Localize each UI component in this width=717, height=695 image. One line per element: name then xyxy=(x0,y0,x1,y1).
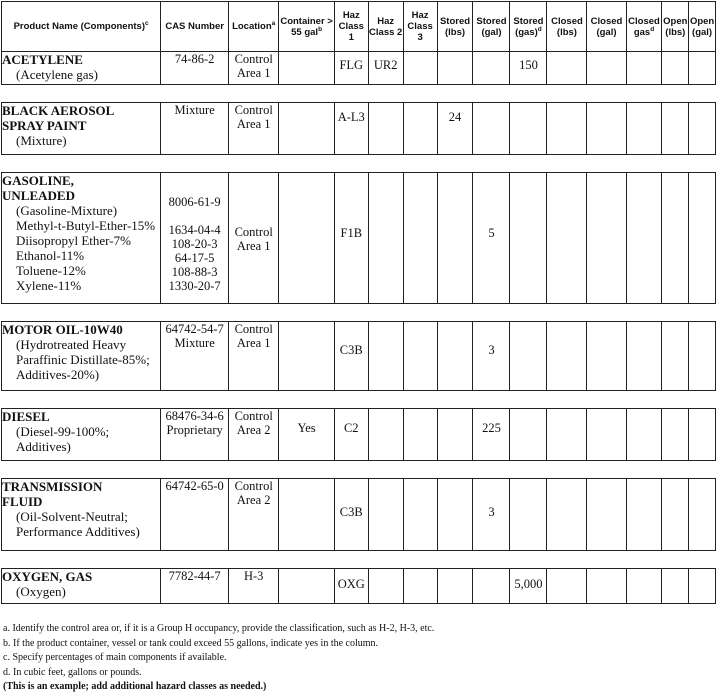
header-row xyxy=(2,2,716,52)
product-cell xyxy=(2,173,161,304)
component-line: Additives-20%) xyxy=(16,367,100,382)
location-line: Area 1 xyxy=(236,239,271,253)
header-container: Container > 55 gal$^b$ xyxy=(279,2,334,52)
stored-gal-cell xyxy=(473,52,510,85)
spacer-cell xyxy=(229,155,279,173)
component-line: Performance Additives) xyxy=(16,524,140,539)
product-name xyxy=(2,173,160,203)
spacer-cell xyxy=(161,304,229,322)
spacer-cell xyxy=(473,304,510,322)
header-location: Location$^a$ xyxy=(229,2,279,52)
spacer-cell xyxy=(662,155,689,173)
spacer-cell xyxy=(229,461,279,479)
stored-lbs-cell xyxy=(437,322,473,391)
component-line: Methyl-t-Butyl-Ether-15% xyxy=(16,218,156,233)
header-haz3: Haz Class 3 xyxy=(403,2,437,52)
spacer-cell xyxy=(279,551,334,569)
stored-gal-cell: 5 xyxy=(473,173,510,304)
product-name-line: FLUID xyxy=(2,494,43,509)
container-cell xyxy=(279,479,334,551)
table-row xyxy=(2,569,716,604)
location-cell xyxy=(229,173,279,304)
product-name-line: MOTOR OIL-10W40 xyxy=(2,322,123,337)
spacer-cell xyxy=(510,391,547,409)
stored-lbs-cell xyxy=(437,479,473,551)
spacer-cell xyxy=(403,461,437,479)
location-cell xyxy=(229,52,279,85)
spacer-cell xyxy=(161,155,229,173)
stored-lbs-cell xyxy=(437,569,473,604)
closed-gal-cell xyxy=(587,409,626,461)
haz3-cell xyxy=(403,52,437,85)
stored-lbs-cell xyxy=(437,409,473,461)
product-components xyxy=(2,203,160,293)
spacer-cell xyxy=(2,551,161,569)
row-spacer xyxy=(2,85,716,103)
spacer-cell xyxy=(587,304,626,322)
spacer-cell xyxy=(662,304,689,322)
open-gal-cell xyxy=(689,322,716,391)
location-cell xyxy=(229,103,279,155)
product-components xyxy=(2,67,160,82)
spacer-cell xyxy=(587,155,626,173)
spacer-cell xyxy=(368,551,403,569)
row-spacer xyxy=(2,461,716,479)
spacer-cell xyxy=(437,391,473,409)
spacer-cell xyxy=(662,551,689,569)
spacer-cell xyxy=(662,461,689,479)
product-cell xyxy=(2,52,161,85)
spacer-cell xyxy=(229,85,279,103)
spacer-cell xyxy=(334,551,368,569)
spacer-cell xyxy=(689,304,716,322)
location-cell xyxy=(229,479,279,551)
product-components xyxy=(2,133,160,148)
spacer-cell xyxy=(473,85,510,103)
component-line: Paraffinic Distillate-85%; xyxy=(16,352,150,367)
spacer-cell xyxy=(334,304,368,322)
product-name-line: DIESEL xyxy=(2,409,50,424)
spacer-cell xyxy=(161,461,229,479)
cas-line: 108-20-3 xyxy=(171,237,218,251)
product-name-line: BLACK AEROSOL xyxy=(2,103,115,118)
container-cell xyxy=(279,173,334,304)
closed-lbs-cell xyxy=(547,52,587,85)
spacer-cell xyxy=(626,304,662,322)
header-stored-gas: Stored (gas)$^d$ xyxy=(510,2,547,52)
table-row xyxy=(2,409,716,461)
product-name-line: ACETYLENE xyxy=(2,52,83,67)
spacer-cell xyxy=(368,461,403,479)
stored-lbs-cell: 24 xyxy=(437,103,473,155)
product-name xyxy=(2,103,160,133)
cas-line: 1330-20-7 xyxy=(168,279,221,293)
spacer-cell xyxy=(368,304,403,322)
spacer-cell xyxy=(279,391,334,409)
location-line: Area 2 xyxy=(236,493,271,507)
spacer-cell xyxy=(229,391,279,409)
spacer-cell xyxy=(547,155,587,173)
container-cell xyxy=(279,322,334,391)
table-row xyxy=(2,52,716,85)
footnote-d: d. In cubic feet, gallons or pounds. xyxy=(3,666,142,678)
header-stored-lbs: Stored (lbs) xyxy=(437,2,473,52)
container-cell: Yes xyxy=(279,409,334,461)
open-gal-cell xyxy=(689,409,716,461)
spacer-cell xyxy=(279,461,334,479)
closed-gas-cell xyxy=(626,569,662,604)
spacer-cell xyxy=(547,304,587,322)
spacer-cell xyxy=(689,551,716,569)
spacer-cell xyxy=(510,304,547,322)
stored-gal-cell xyxy=(473,569,510,604)
table-row xyxy=(2,322,716,391)
spacer-cell xyxy=(626,155,662,173)
cas-line: 64-17-5 xyxy=(174,251,215,265)
spacer-cell xyxy=(437,304,473,322)
spacer-cell xyxy=(229,304,279,322)
cas-cell xyxy=(161,52,229,85)
cas-line: Proprietary xyxy=(166,423,223,437)
spacer-cell xyxy=(437,551,473,569)
stored-gas-cell xyxy=(510,173,547,304)
spacer-cell xyxy=(547,551,587,569)
spacer-cell xyxy=(334,85,368,103)
location-line: Control xyxy=(234,52,273,66)
stored-gal-cell: 3 xyxy=(473,479,510,551)
spacer-cell xyxy=(473,461,510,479)
component-line: (Oxygen) xyxy=(16,584,66,599)
closed-lbs-cell xyxy=(547,409,587,461)
header-closed-lbs: Closed (lbs) xyxy=(547,2,587,52)
cas-cell xyxy=(161,569,229,604)
haz3-cell xyxy=(403,409,437,461)
haz1-cell: C2 xyxy=(334,409,368,461)
spacer-cell xyxy=(368,85,403,103)
container-cell xyxy=(279,103,334,155)
spacer-cell xyxy=(547,461,587,479)
header-closed-gal: Closed (gal) xyxy=(587,2,626,52)
header-product: Product Name (Components)$^c$ xyxy=(2,2,161,52)
haz2-cell xyxy=(368,173,403,304)
open-lbs-cell xyxy=(662,479,689,551)
product-name xyxy=(2,409,160,424)
location-cell xyxy=(229,409,279,461)
spacer-cell xyxy=(437,85,473,103)
open-gal-cell xyxy=(689,569,716,604)
spacer-cell xyxy=(547,85,587,103)
open-lbs-cell xyxy=(662,103,689,155)
product-components xyxy=(2,509,160,539)
open-lbs-cell xyxy=(662,569,689,604)
haz3-cell xyxy=(403,103,437,155)
haz1-cell: A-L3 xyxy=(334,103,368,155)
spacer-cell xyxy=(510,85,547,103)
haz2-cell xyxy=(368,479,403,551)
component-line: Ethanol-11% xyxy=(16,248,85,263)
closed-gal-cell xyxy=(587,569,626,604)
haz1-cell: F1B xyxy=(334,173,368,304)
spacer-cell xyxy=(437,155,473,173)
row-spacer xyxy=(2,391,716,409)
cas-cell xyxy=(161,173,229,304)
spacer-cell xyxy=(587,461,626,479)
row-spacer xyxy=(2,304,716,322)
spacer-cell xyxy=(662,85,689,103)
cas-cell xyxy=(161,479,229,551)
location-line: Area 1 xyxy=(236,66,271,80)
component-line: (Diesel-99-100%; xyxy=(16,424,110,439)
cas-line: 74-86-2 xyxy=(174,52,215,66)
cas-line: Mixture xyxy=(174,103,215,117)
stored-gas-cell: 150 xyxy=(510,52,547,85)
cas-cell xyxy=(161,322,229,391)
location-line: Area 2 xyxy=(236,423,271,437)
haz3-cell xyxy=(403,173,437,304)
header-haz1: Haz Class 1 xyxy=(334,2,368,52)
spacer-cell xyxy=(587,85,626,103)
product-name xyxy=(2,322,160,337)
cas-line: 68476-34-6 xyxy=(165,409,224,423)
spacer-cell xyxy=(689,85,716,103)
closed-gal-cell xyxy=(587,322,626,391)
closed-lbs-cell xyxy=(547,569,587,604)
spacer-cell xyxy=(587,391,626,409)
closed-gal-cell xyxy=(587,479,626,551)
container-cell xyxy=(279,569,334,604)
spacer-cell xyxy=(229,551,279,569)
spacer-cell xyxy=(547,391,587,409)
stored-lbs-cell xyxy=(437,52,473,85)
product-cell xyxy=(2,103,161,155)
spacer-cell xyxy=(473,551,510,569)
haz2-cell xyxy=(368,103,403,155)
haz3-cell xyxy=(403,479,437,551)
cas-line: Mixture xyxy=(174,336,215,350)
spacer-cell xyxy=(403,551,437,569)
component-line: (Mixture) xyxy=(16,133,67,148)
location-cell xyxy=(229,322,279,391)
spacer-cell xyxy=(689,155,716,173)
open-lbs-cell xyxy=(662,409,689,461)
spacer-cell xyxy=(626,391,662,409)
location-line: Area 1 xyxy=(236,336,271,350)
cas-cell xyxy=(161,409,229,461)
location-line: Control xyxy=(234,322,273,336)
spacer-cell xyxy=(510,461,547,479)
product-name-line: OXYGEN, GAS xyxy=(2,569,93,584)
stored-gas-cell xyxy=(510,479,547,551)
spacer-cell xyxy=(626,85,662,103)
component-line: (Acetylene gas) xyxy=(16,67,98,82)
haz3-cell xyxy=(403,322,437,391)
closed-lbs-cell xyxy=(547,322,587,391)
haz2-cell xyxy=(368,322,403,391)
product-name xyxy=(2,479,160,509)
cas-line: 64742-65-0 xyxy=(165,479,224,493)
product-components xyxy=(2,424,160,454)
product-cell xyxy=(2,479,161,551)
closed-gal-cell xyxy=(587,52,626,85)
stored-gal-cell xyxy=(473,103,510,155)
closed-gas-cell xyxy=(626,479,662,551)
spacer-cell xyxy=(2,391,161,409)
open-gal-cell xyxy=(689,52,716,85)
spacer-cell xyxy=(662,391,689,409)
spacer-cell xyxy=(2,461,161,479)
stored-gal-cell: 225 xyxy=(473,409,510,461)
table-row xyxy=(2,103,716,155)
row-spacer xyxy=(2,551,716,569)
footnotes xyxy=(3,622,434,695)
open-gal-cell xyxy=(689,479,716,551)
open-lbs-cell xyxy=(662,52,689,85)
spacer-cell xyxy=(2,304,161,322)
product-name-line: TRANSMISSION xyxy=(2,479,103,494)
product-name xyxy=(2,52,160,67)
table-row xyxy=(2,173,716,304)
haz1-cell: C3B xyxy=(334,479,368,551)
cas-line: 8006-61-9 xyxy=(168,195,221,209)
header-open-lbs: Open (lbs) xyxy=(662,2,689,52)
haz1-cell: OXG xyxy=(334,569,368,604)
spacer-cell xyxy=(689,391,716,409)
header-haz2: Haz Class 2 xyxy=(368,2,403,52)
closed-gal-cell xyxy=(587,103,626,155)
header-cas: CAS Number xyxy=(161,2,229,52)
spacer-cell xyxy=(279,85,334,103)
footnote-c: c. Specify percentages of main components if available. xyxy=(3,652,227,663)
cas-line: 64742-54-7 xyxy=(165,322,224,336)
location-line: H-3 xyxy=(243,569,264,583)
spacer-cell xyxy=(161,551,229,569)
closed-gas-cell xyxy=(626,322,662,391)
closed-gas-cell xyxy=(626,52,662,85)
cas-cell xyxy=(161,103,229,155)
row-spacer xyxy=(2,155,716,173)
component-line: Additives) xyxy=(16,439,71,454)
haz2-cell xyxy=(368,409,403,461)
component-line: Diisopropyl Ether-7% xyxy=(16,233,131,248)
closed-gas-cell xyxy=(626,409,662,461)
product-cell xyxy=(2,409,161,461)
spacer-cell xyxy=(2,85,161,103)
location-line: Control xyxy=(234,479,273,493)
product-cell xyxy=(2,569,161,604)
spacer-cell xyxy=(587,551,626,569)
component-line: (Hydrotreated Heavy xyxy=(16,337,127,352)
location-line: Control xyxy=(234,103,273,117)
spacer-cell xyxy=(403,155,437,173)
spacer-cell xyxy=(279,304,334,322)
open-gal-cell xyxy=(689,173,716,304)
haz1-cell: FLG xyxy=(334,52,368,85)
closed-gas-cell xyxy=(626,173,662,304)
spacer-cell xyxy=(334,391,368,409)
product-name-line: GASOLINE, xyxy=(2,173,74,188)
spacer-cell xyxy=(689,461,716,479)
header-open-gal: Open (gal) xyxy=(689,2,716,52)
stored-gas-cell xyxy=(510,103,547,155)
spacer-cell xyxy=(403,85,437,103)
spacer-cell xyxy=(2,155,161,173)
spacer-cell xyxy=(626,461,662,479)
haz1-cell: C3B xyxy=(334,322,368,391)
example-note: (This is an example; add additional hazard classes as needed.) xyxy=(3,681,267,692)
haz2-cell: UR2 xyxy=(368,52,403,85)
container-cell xyxy=(279,52,334,85)
product-name xyxy=(2,569,160,584)
cas-line xyxy=(161,209,228,223)
component-line: Xylene-11% xyxy=(16,278,82,293)
closed-lbs-cell xyxy=(547,103,587,155)
header-stored-gal: Stored (gal) xyxy=(473,2,510,52)
spacer-cell xyxy=(510,155,547,173)
closed-lbs-cell xyxy=(547,479,587,551)
haz2-cell xyxy=(368,569,403,604)
component-line: (Oil-Solvent-Neutral; xyxy=(16,509,128,524)
open-gal-cell xyxy=(689,103,716,155)
spacer-cell xyxy=(437,461,473,479)
spacer-cell xyxy=(403,391,437,409)
product-cell xyxy=(2,322,161,391)
component-line: Toluene-12% xyxy=(16,263,86,278)
spacer-cell xyxy=(473,155,510,173)
stored-gas-cell: 5,000 xyxy=(510,569,547,604)
closed-lbs-cell xyxy=(547,173,587,304)
spacer-cell xyxy=(473,391,510,409)
spacer-cell xyxy=(161,85,229,103)
location-line: Area 1 xyxy=(236,117,271,131)
hazmat-inventory-table xyxy=(1,1,716,604)
spacer-cell xyxy=(510,551,547,569)
product-components xyxy=(2,584,160,599)
cas-line: 1634-04-4 xyxy=(168,223,221,237)
open-lbs-cell xyxy=(662,173,689,304)
location-cell xyxy=(229,569,279,604)
open-lbs-cell xyxy=(662,322,689,391)
spacer-cell xyxy=(161,391,229,409)
footnote-b: b. If the product container, vessel or tank could exceed 55 gallons, indicate yes in the column. xyxy=(3,637,379,649)
component-line: (Gasoline-Mixture) xyxy=(16,203,118,218)
header-closed-gas: Closed gas$^d$ xyxy=(626,2,662,52)
spacer-cell xyxy=(334,155,368,173)
table-row xyxy=(2,479,716,551)
stored-lbs-cell xyxy=(437,173,473,304)
location-line: Control xyxy=(234,225,273,239)
haz3-cell xyxy=(403,569,437,604)
cas-line: 7782-44-7 xyxy=(168,569,221,583)
spacer-cell xyxy=(279,155,334,173)
product-components xyxy=(2,337,160,382)
product-name-line: SPRAY PAINT xyxy=(2,118,87,133)
spacer-cell xyxy=(334,461,368,479)
closed-gal-cell xyxy=(587,173,626,304)
spacer-cell xyxy=(626,551,662,569)
closed-gas-cell xyxy=(626,103,662,155)
spacer-cell xyxy=(403,304,437,322)
stored-gas-cell xyxy=(510,409,547,461)
stored-gas-cell xyxy=(510,322,547,391)
footnote-a: a. Identify the control area or, if it is a Group H occupancy, provide the classification, such as H-2, H-3, etc. xyxy=(3,623,435,634)
spacer-cell xyxy=(368,155,403,173)
stored-gal-cell: 3 xyxy=(473,322,510,391)
spacer-cell xyxy=(368,391,403,409)
cas-line: 108-88-3 xyxy=(171,265,218,279)
product-name-line: UNLEADED xyxy=(2,188,75,203)
location-line: Control xyxy=(234,409,273,423)
